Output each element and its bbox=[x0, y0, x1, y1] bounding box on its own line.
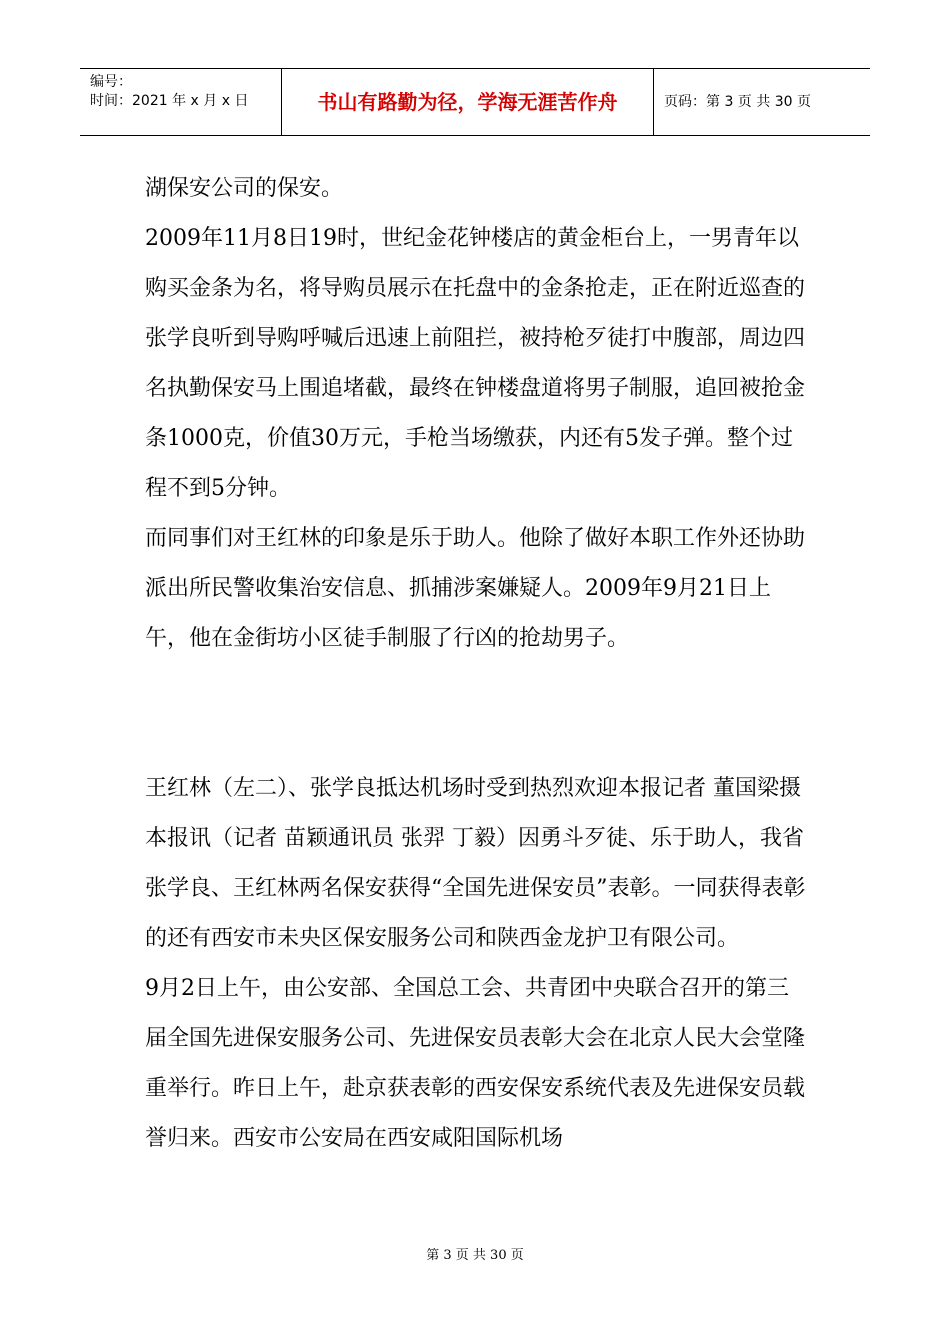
page-footer: 第 3 页 共 30 页 bbox=[426, 1248, 524, 1263]
paragraph: 2009年11月8日19时，世纪金花钟楼店的黄金柜台上，一男青年以购买金条为名，将导购员展示在托盘中的金条抢走，正在附近巡查的张学良听到导购呼喊后迅速上前阻拦，被持枪歹徒打中腹部，周边四名执勤保安马上围追堵截，最终在钟楼盘道将男子制服，追回被抢金条1000克，价值30万元，手枪当场缴获，内还有5发子弹。整个过程不到5分钟。 bbox=[145, 226, 806, 501]
header-page-info: 页码：第 3 页 共 30 页 bbox=[664, 94, 811, 110]
time-label: 时间：2021 年 x 月 x 日 bbox=[90, 93, 249, 109]
number-label: 编号： bbox=[90, 74, 132, 90]
header-motto: 书山有路勤为径，学海无涯苦作舟 bbox=[282, 69, 654, 135]
paragraph: 而同事们对王红林的印象是乐于助人。他除了做好本职工作外还协助派出所民警收集治安信息、抓捕涉案嫌疑人。2009年9月21日上午，他在金街坊小区徒手制服了行凶的抢劫男子。 bbox=[145, 526, 806, 651]
paragraph: 9月2日上午，由公安部、全国总工会、共青团中央联合召开的第三届全国先进保安服务公司、先进保安员表彰大会在北京人民大会堂隆重举行。昨日上午，赴京获表彰的西安保安系统代表及先进保安员载誉归来。西安市公安局在西安咸阳国际机场 bbox=[145, 976, 806, 1151]
document-body bbox=[145, 164, 810, 1164]
page-header bbox=[80, 68, 870, 136]
blank-gap bbox=[145, 664, 810, 764]
header-meta bbox=[80, 69, 282, 135]
paragraph: 王红林（左二）、张学良抵达机场时受到热烈欢迎本报记者 董国梁摄本报讯（记者 苗颖通讯员 张羿 丁毅）因勇斗歹徒、乐于助人，我省张学良、王红林两名保安获得“全国先进保安员”表彰。一同获得表彰的还有西安市未央区保安服务公司和陕西金龙护卫有限公司。 bbox=[145, 776, 806, 951]
paragraph: 湖保安公司的保安。 bbox=[145, 176, 344, 201]
